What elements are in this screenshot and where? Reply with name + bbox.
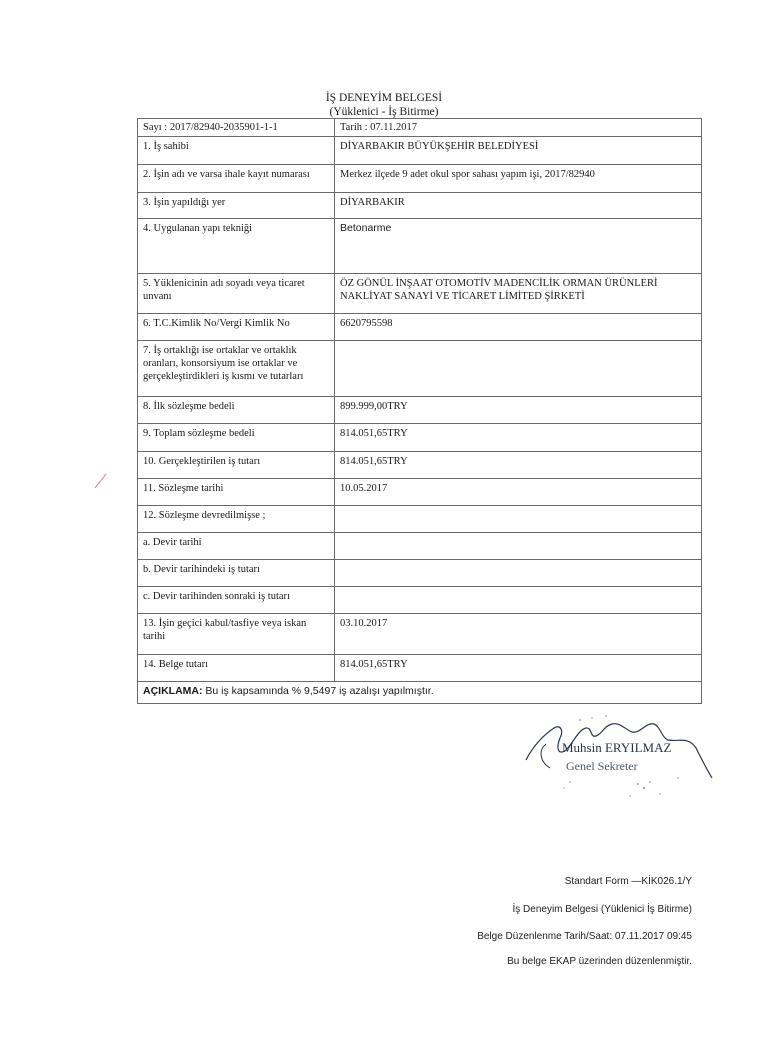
row-label: 2. İşin adı ve varsa ihale kayıt numarası: [138, 165, 335, 193]
note-text: Bu iş kapsamında % 9,5497 iş azalışı yapılmıştır.: [202, 685, 434, 697]
table-row: [138, 614, 702, 655]
row-label: 12. Sözleşme devredilmişse ;: [138, 506, 335, 533]
signatory-name: Muhsin ERYILMAZ: [562, 740, 672, 755]
row-value: 814.051,65TRY: [335, 452, 702, 479]
row-value: ÖZ GÖNÜL İNŞAAT OTOMOTİV MADENCİLİK ORMAN ÜRÜNLERİ NAKLİYAT SANAYİ VE TİCARET LİMİTED ŞİRKETİ: [335, 274, 702, 314]
document-subtitle: (Yüklenici - İş Bitirme): [329, 106, 439, 118]
row-label: 10. Gerçekleştirilen iş tutarı: [138, 452, 335, 479]
table-row: [138, 452, 702, 479]
stray-pen-mark: [92, 470, 110, 490]
table-row: [138, 479, 702, 506]
tarih-cell: Tarih : 07.11.2017: [335, 119, 702, 137]
row-label: 9. Toplam sözleşme bedeli: [138, 424, 335, 452]
signatory-title: Genel Sekreter: [566, 759, 638, 773]
table-row: [138, 424, 702, 452]
note-cell: [138, 682, 702, 704]
table-row: [138, 274, 702, 314]
table-row: [138, 397, 702, 424]
row-value: Betonarme: [335, 219, 702, 274]
row-label: 4. Uygulanan yapı tekniği: [138, 219, 335, 274]
row-value: [335, 533, 702, 560]
row-value: 814.051,65TRY: [335, 424, 702, 452]
row-label: 14. Belge tutarı: [138, 655, 335, 682]
row-label: 5. Yüklenicinin adı soyadı veya ticaret unvanı: [138, 274, 335, 314]
table-row: [138, 219, 702, 274]
table-row: [138, 193, 702, 219]
table-row: [138, 587, 702, 614]
table-row: [138, 560, 702, 587]
note-label: AÇIKLAMA:: [143, 685, 203, 697]
document-title: İŞ DENEYİM BELGESİ: [325, 92, 443, 104]
row-value: 03.10.2017: [335, 614, 702, 655]
table-row: [138, 655, 702, 682]
form-name: İş Deneyim Belgesi (Yüklenici İş Bitirme): [512, 904, 692, 915]
row-label: 3. İşin yapıldığı yer: [138, 193, 335, 219]
row-value: Merkez ilçede 9 adet okul spor sahası yapım işi, 2017/82940: [335, 165, 702, 193]
row-value: [335, 560, 702, 587]
ekap-note: Bu belge EKAP üzerinden düzenlenmiştir.: [507, 956, 692, 967]
note-row: [138, 682, 702, 704]
row-value: [335, 341, 702, 397]
row-value: 10.05.2017: [335, 479, 702, 506]
stamp-dots: [563, 715, 678, 797]
row-value: [335, 587, 702, 614]
row-label: 1. İş sahibi: [138, 137, 335, 165]
table-row: [138, 165, 702, 193]
row-value: 814.051,65TRY: [335, 655, 702, 682]
table-row: [138, 533, 702, 560]
row-value: DİYARBAKIR: [335, 193, 702, 219]
row-value: DİYARBAKIR BÜYÜKŞEHİR BELEDİYESİ: [335, 137, 702, 165]
table-row: [138, 314, 702, 341]
row-value: 6620795598: [335, 314, 702, 341]
row-label: 8. İlk sözleşme bedeli: [138, 397, 335, 424]
header-row: [138, 119, 702, 137]
form-code: Standart Form —KİK026.1/Y: [564, 876, 692, 887]
experience-certificate-table: [137, 118, 702, 704]
signature-stamp: [520, 708, 720, 808]
row-label: 7. İş ortaklığı ise ortaklar ve ortaklık oranları, konsorsiyum ise ortaklar ve gerçekleştirdikleri iş kısmı ve tutarları: [138, 341, 335, 397]
row-label: c. Devir tarihinden sonraki iş tutarı: [138, 587, 335, 614]
row-label: a. Devir tarihi: [138, 533, 335, 560]
table-row: [138, 341, 702, 397]
table-row: [138, 137, 702, 165]
table-row: [138, 506, 702, 533]
row-label: 11. Sözleşme tarihi: [138, 479, 335, 506]
issue-datetime: Belge Düzenlenme Tarih/Saat: 07.11.2017 09:45: [477, 931, 692, 942]
row-label: 13. İşin geçici kabul/tasfiye veya iskan tarihi: [138, 614, 335, 655]
row-label: b. Devir tarihindeki iş tutarı: [138, 560, 335, 587]
row-value: 899.999,00TRY: [335, 397, 702, 424]
row-label: 6. T.C.Kimlik No/Vergi Kimlik No: [138, 314, 335, 341]
sayi-cell: Sayı : 2017/82940-2035901-1-1: [138, 119, 335, 137]
row-value: [335, 506, 702, 533]
